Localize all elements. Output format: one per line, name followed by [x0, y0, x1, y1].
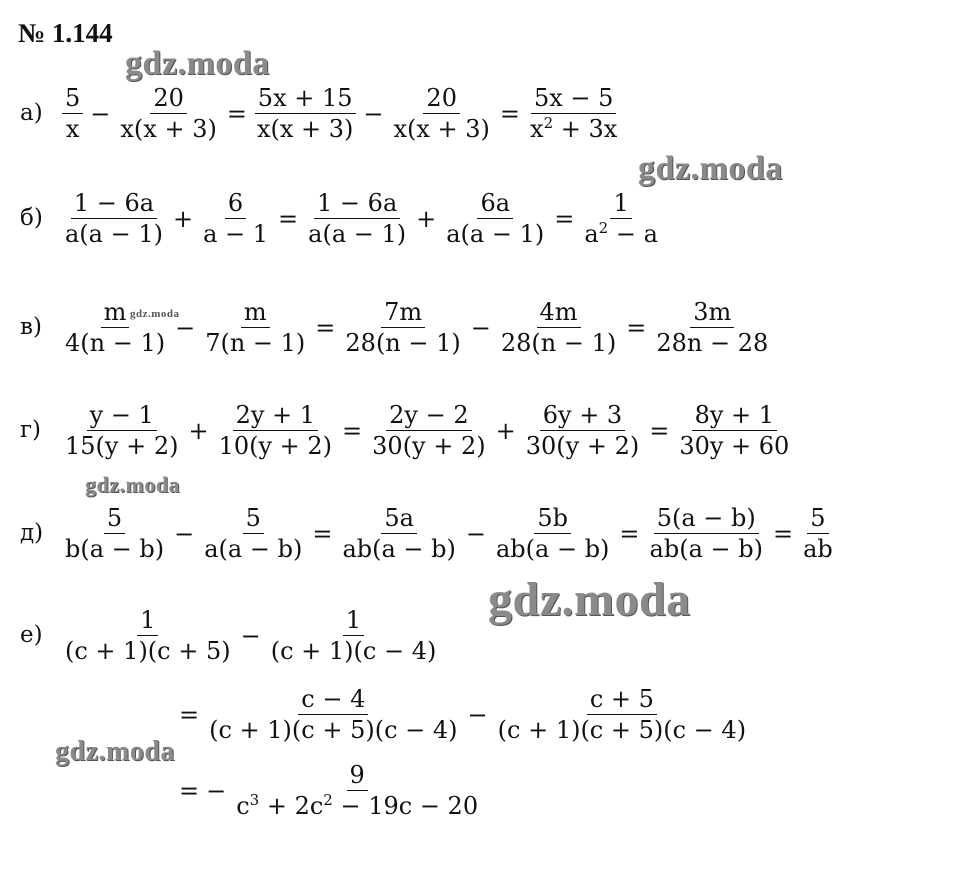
numerator: 9	[347, 760, 368, 791]
numerator: 6a	[477, 188, 513, 219]
fraction	[305, 188, 409, 249]
fraction	[390, 83, 492, 144]
operator: =	[554, 204, 575, 233]
numerator: c − 4	[298, 684, 368, 715]
operator: =	[342, 416, 363, 445]
exponent: 3	[249, 791, 260, 809]
numerator: 6y + 3	[540, 400, 625, 431]
numerator: 1 − 6a	[71, 188, 157, 219]
denominator: (c + 1)(c + 5)(c − 4)	[497, 716, 747, 744]
denominator-part: a	[584, 220, 599, 248]
problem-number: № 1.144	[18, 18, 113, 48]
fraction	[493, 503, 612, 564]
watermark: gdz.moda	[125, 45, 270, 82]
label-v: в)	[20, 314, 42, 340]
operator: −	[90, 99, 111, 128]
denominator-part: x	[530, 115, 544, 143]
operator: −	[206, 776, 227, 805]
fraction	[62, 503, 167, 564]
fraction	[233, 760, 481, 821]
operator: =	[179, 776, 200, 805]
operator: +	[172, 204, 194, 233]
watermark: gdz.moda	[55, 736, 175, 767]
fraction	[498, 297, 619, 358]
watermark: gdz.moda	[130, 308, 180, 320]
denominator: 30y + 60	[679, 432, 790, 460]
denominator: 15(y + 2)	[65, 432, 179, 460]
operator: +	[416, 204, 437, 233]
denominator: ab(a − b)	[342, 535, 456, 563]
label-g: г)	[20, 417, 42, 443]
fraction	[206, 684, 460, 745]
exponent: 2	[598, 219, 609, 237]
numerator: 4m	[537, 297, 581, 328]
fraction	[443, 188, 547, 249]
denominator: ab	[803, 535, 833, 563]
fraction	[201, 503, 305, 564]
operator: =	[499, 99, 521, 128]
numerator: c + 5	[587, 684, 657, 715]
numerator: 1 − 6a	[314, 188, 400, 219]
fraction	[200, 188, 271, 249]
numerator: 20	[150, 83, 187, 114]
operator: −	[470, 313, 491, 342]
denominator-part: + 3x	[553, 115, 618, 143]
numerator: 5x + 15	[255, 83, 356, 114]
denominator-part: c	[236, 792, 250, 820]
fraction	[62, 188, 166, 249]
numerator: 2y − 2	[386, 400, 471, 431]
numerator: 5x − 5	[531, 83, 616, 114]
numerator: m	[101, 297, 130, 328]
denominator	[527, 114, 620, 144]
fraction	[676, 400, 792, 461]
operator: =	[619, 519, 640, 548]
operator: =	[626, 313, 647, 342]
denominator: (c + 1)(c + 5)(c − 4)	[209, 716, 458, 744]
denominator-part: − 19c − 20	[332, 792, 479, 820]
fraction	[268, 605, 440, 666]
denominator: 28(n − 1)	[500, 329, 617, 357]
operator: =	[312, 519, 333, 548]
fraction	[62, 83, 83, 144]
exponent: 2	[323, 791, 333, 809]
numerator: 2y + 1	[233, 400, 318, 431]
numerator: 1	[137, 605, 158, 636]
fraction	[527, 83, 620, 144]
fraction	[339, 503, 458, 564]
denominator: a(a − b)	[204, 535, 303, 563]
numerator: 1	[343, 605, 364, 636]
fraction	[581, 188, 661, 249]
denominator: ab(a − b)	[495, 535, 610, 563]
numerator: 6	[225, 188, 246, 219]
denominator: b(a − b)	[65, 535, 165, 563]
numerator: 5(a − b)	[654, 503, 759, 534]
denominator: 30(y + 2)	[372, 432, 486, 460]
denominator: a(a − 1)	[65, 220, 163, 248]
label-a: а)	[20, 100, 43, 126]
denominator: 4(n − 1)	[65, 329, 166, 357]
watermark: gdz.moda	[85, 472, 181, 497]
numerator: 3m	[690, 297, 734, 328]
operator: =	[179, 700, 200, 729]
denominator: x(x + 3)	[120, 115, 217, 143]
numerator: 5	[807, 503, 828, 534]
fraction	[62, 400, 181, 461]
denominator	[233, 791, 481, 821]
numerator: 1	[610, 188, 631, 219]
denominator: (c + 1)(c − 4)	[270, 637, 437, 665]
denominator-part: − a	[608, 220, 658, 248]
fraction	[202, 297, 308, 358]
label-e: е)	[20, 622, 43, 648]
numerator: 5a	[381, 503, 417, 534]
denominator: x(x + 3)	[393, 115, 490, 143]
denominator: x(x + 3)	[256, 115, 354, 143]
equation-v	[20, 297, 771, 358]
denominator	[581, 219, 661, 249]
fraction	[216, 400, 335, 461]
operator: −	[175, 313, 196, 342]
fraction	[647, 503, 766, 564]
denominator: a(a − 1)	[446, 220, 545, 248]
operator: −	[467, 700, 488, 729]
fraction	[495, 684, 749, 745]
operator: −	[240, 621, 261, 650]
watermark: gdz.moda	[638, 150, 783, 187]
fraction	[523, 400, 642, 461]
fraction	[342, 297, 463, 358]
equation-b	[20, 188, 661, 249]
operator: =	[278, 204, 299, 233]
denominator: ab(a − b)	[649, 535, 763, 563]
denominator: (c + 1)(c + 5)	[65, 637, 231, 665]
numerator: 5	[243, 503, 264, 534]
equation-e-line-2	[172, 684, 749, 745]
numerator: 7m	[381, 297, 425, 328]
numerator: y − 1	[87, 400, 157, 431]
fraction	[117, 83, 219, 144]
fraction	[254, 83, 356, 144]
operator: =	[772, 519, 794, 548]
label-b: б)	[20, 205, 43, 231]
fraction	[800, 503, 836, 564]
fraction	[369, 400, 488, 461]
denominator: 28(n − 1)	[345, 329, 461, 357]
operator: =	[315, 313, 336, 342]
denominator: a(a − 1)	[308, 220, 407, 248]
fraction	[62, 297, 168, 358]
denominator-part: + 2c	[259, 792, 324, 820]
equation-e-line-3	[172, 760, 481, 821]
denominator: 10(y + 2)	[218, 432, 333, 460]
operator: −	[363, 99, 384, 128]
label-d: д)	[20, 520, 44, 546]
numerator: 5b	[534, 503, 571, 534]
denominator: x	[65, 115, 80, 143]
numerator: 20	[423, 83, 460, 114]
denominator: 7(n − 1)	[205, 329, 306, 357]
equation-d	[20, 503, 836, 564]
operator: =	[649, 416, 670, 445]
equation-e-line-1	[20, 605, 439, 666]
fraction	[653, 297, 771, 358]
operator: +	[495, 416, 516, 445]
operator: =	[226, 99, 247, 128]
denominator: 30(y + 2)	[525, 432, 640, 460]
denominator: 28n − 28	[656, 329, 769, 357]
watermark: gdz.moda	[488, 573, 691, 626]
numerator: 8y + 1	[692, 400, 777, 431]
fraction	[62, 605, 234, 666]
exponent: 2	[543, 114, 554, 132]
numerator: m	[241, 297, 270, 328]
numerator: 5	[104, 503, 125, 534]
operator: −	[174, 519, 195, 548]
operator: +	[188, 416, 209, 445]
denominator: a − 1	[203, 220, 269, 248]
equation-g	[20, 400, 792, 461]
equation-a	[20, 83, 620, 144]
operator: −	[465, 519, 486, 548]
numerator: 5	[62, 83, 83, 114]
